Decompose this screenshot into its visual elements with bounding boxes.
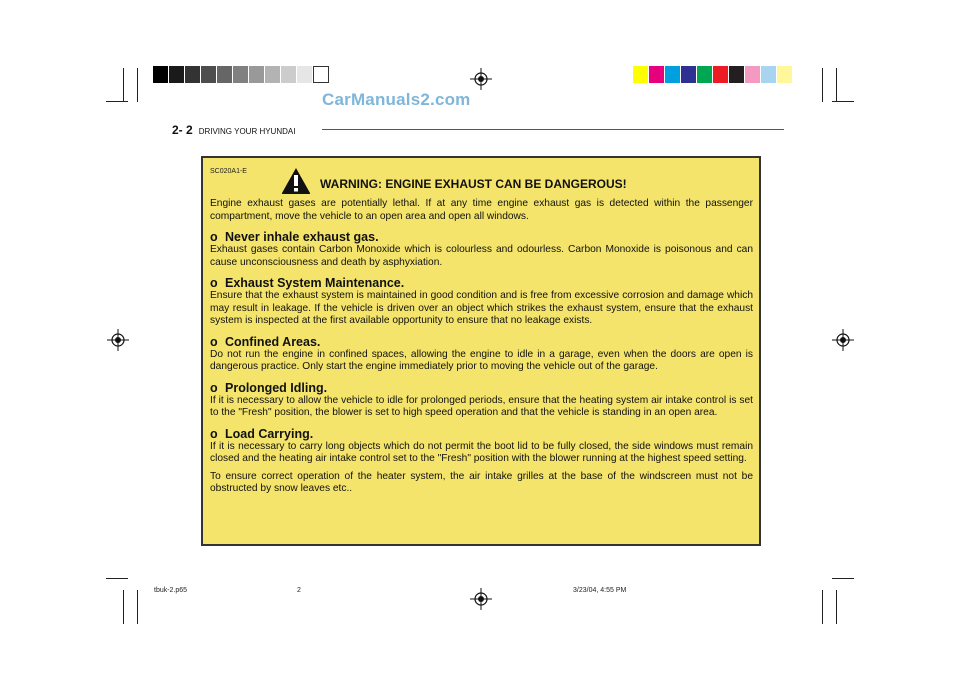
section-body: If it is necessary to carry long objects which do not permit the boot lid to be fully closed, the side windows must remain closed and the heating air intake control set to the "Fresh" position with the blower running at the highest speed setting.: [210, 440, 753, 464]
color-swatch: [313, 66, 329, 83]
registration-mark-icon: [470, 68, 492, 90]
crop-mark: [123, 68, 124, 102]
section-title: DRIVING YOUR HYUNDAI: [198, 127, 296, 136]
warning-code: SC020A1-E: [210, 168, 247, 175]
color-swatch: [713, 66, 729, 83]
exclamation-warning-icon: [281, 167, 311, 195]
section-body: Exhaust gases contain Carbon Monoxide which is colourless and odourless. Carbon Monoxide is poisonous and can cause unconsciousness and death by asphyxiation.: [210, 244, 753, 268]
warning-title: WARNING: ENGINE EXHAUST CAN BE DANGEROUS!: [320, 177, 627, 191]
registration-mark-icon: [470, 588, 492, 610]
warning-content: [210, 198, 753, 496]
warning-closing: To ensure correct operation of the heater system, the air intake grilles at the base of the windscreen must not be obstructed by snow leaves etc..: [210, 470, 753, 494]
crop-mark: [832, 101, 854, 102]
crop-mark: [836, 590, 837, 624]
header-rule: [322, 129, 784, 130]
color-swatch: [761, 66, 777, 83]
color-swatch: [729, 66, 745, 83]
color-swatch: [249, 66, 265, 83]
color-swatch: [665, 66, 681, 83]
color-swatch: [281, 66, 297, 83]
color-swatch: [201, 66, 217, 83]
color-swatch: [265, 66, 281, 83]
color-swatch: [649, 66, 665, 83]
crop-mark: [137, 68, 138, 102]
color-swatch: [745, 66, 761, 83]
section-heading: o Prolonged Idling.: [210, 380, 328, 395]
section-body: Do not run the engine in confined spaces, allowing the engine to idle in a garage, even when the doors are open is dangerous practice. Only start the engine immediately prior to moving the vehicle out of the garage.: [210, 348, 753, 372]
bullet: o: [210, 426, 218, 441]
crop-mark: [123, 590, 124, 624]
registration-mark-icon: [107, 329, 129, 351]
crop-mark: [137, 590, 138, 624]
crop-mark: [822, 590, 823, 624]
color-swatch: [297, 66, 313, 83]
watermark: CarManuals2.com: [322, 90, 471, 109]
section-heading: o Confined Areas.: [210, 334, 321, 349]
bullet: o: [210, 276, 218, 290]
registration-mark-icon: [832, 329, 854, 351]
color-swatch: [777, 66, 793, 83]
section-body: If it is necessary to allow the vehicle to idle for prolonged periods, ensure that the heating system air intake control is set to the "Fresh" position, the blower is set to high speed operation and that the vehicle is standing in an open area.: [210, 394, 753, 418]
bullet: o: [210, 334, 218, 349]
color-calibration-bar: [633, 66, 793, 83]
section-body: Ensure that the exhaust system is maintained in good condition and is free from excessive corrosion and damage which may result in leakage. If the vehicle is driven over an object which strikes the exhaust system, ensure that the exhaust system is inspected at the first available opportunity to ensure that no leakage exists.: [210, 290, 753, 326]
color-swatch: [153, 66, 169, 83]
bullet: o: [210, 230, 218, 244]
warning-box: [201, 156, 761, 546]
color-swatch: [185, 66, 201, 83]
footer-timestamp: 3/23/04, 4:55 PM: [573, 587, 627, 594]
section-heading: o Load Carrying.: [210, 426, 314, 441]
page-number: 2- 2: [172, 123, 193, 137]
crop-mark: [106, 101, 128, 102]
crop-mark: [832, 578, 854, 579]
color-swatch: [233, 66, 249, 83]
color-swatch: [681, 66, 697, 83]
footer-file: tbuk-2.p65: [154, 587, 188, 594]
crop-mark: [106, 578, 128, 579]
color-swatch: [633, 66, 649, 83]
bullet: o: [210, 380, 218, 395]
crop-mark: [836, 68, 837, 102]
gray-calibration-bar: [153, 66, 329, 83]
footer-page: 2: [297, 587, 301, 594]
color-swatch: [169, 66, 185, 83]
crop-mark: [822, 68, 823, 102]
section-heading: o Never inhale exhaust gas.: [210, 230, 379, 244]
color-swatch: [217, 66, 233, 83]
section-heading: o Exhaust System Maintenance.: [210, 276, 405, 290]
warning-intro: Engine exhaust gases are potentially lethal. If at any time engine exhaust gas is detected within the passenger compartment, move the vehicle to an open area and open all windows.: [210, 198, 753, 222]
page-header: [172, 123, 295, 137]
color-swatch: [697, 66, 713, 83]
